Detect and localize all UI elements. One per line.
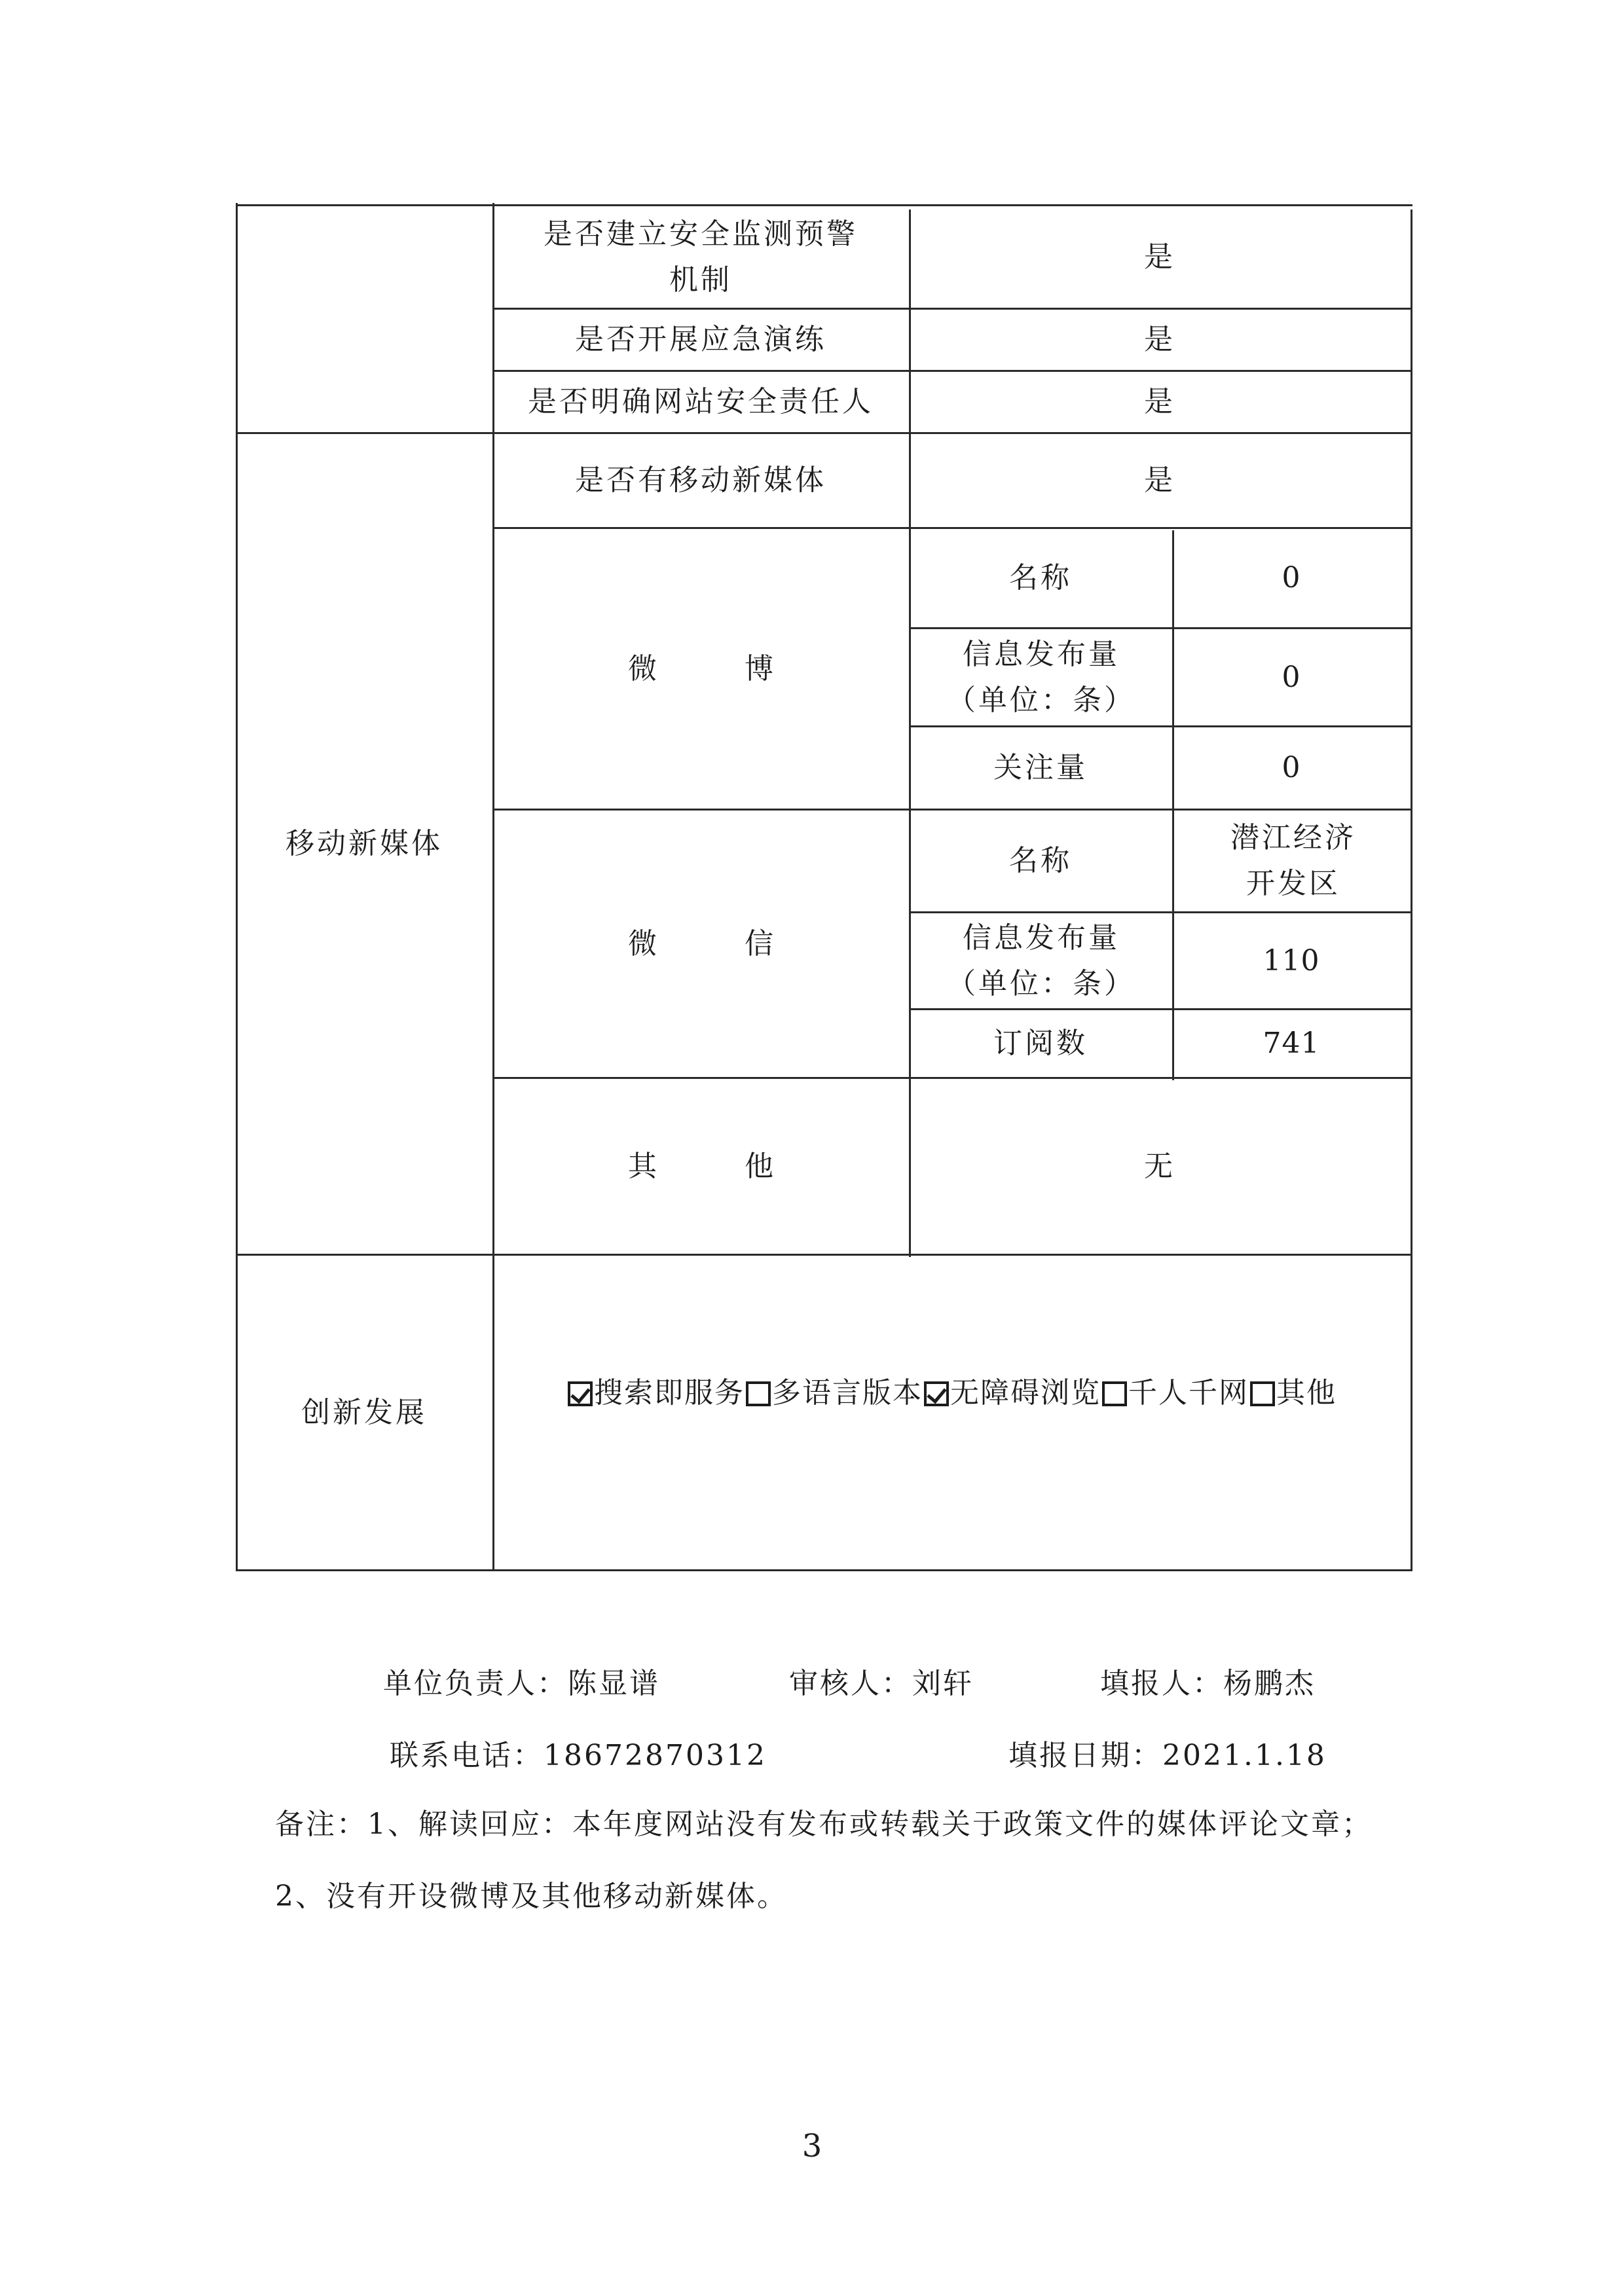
- weibo-label: 微 博: [628, 651, 813, 685]
- wechat-name-label: 名称: [1009, 844, 1072, 877]
- weibo-name-label: 名称: [1009, 561, 1072, 594]
- wechat-subs-value: 741: [1263, 1027, 1320, 1060]
- wechat-posts-label: 信息发布量（单位：条）: [947, 920, 1135, 1000]
- innovation-options: [492, 1256, 1411, 1531]
- checkbox-checked-icon[interactable]: [568, 1381, 593, 1406]
- weibo-follow-label: 关注量: [993, 751, 1088, 784]
- note-line-1: 备注：1、解读回应：本年度网站没有发布或转载关于政策文件的媒体评论文章；: [275, 1808, 1373, 1841]
- filler: 填报人：杨鹏杰: [1100, 1667, 1316, 1700]
- note-line-2: 2、没有开设微博及其他移动新媒体。: [275, 1880, 788, 1913]
- weibo-name-value: 0: [1282, 561, 1301, 594]
- contact-phone: 联系电话：18672870312: [390, 1739, 767, 1772]
- responsible-value: 是: [1144, 385, 1175, 418]
- other-label: 其 他: [628, 1149, 813, 1183]
- drill-label: 是否开展应急演练: [575, 323, 826, 356]
- checkbox-unchecked-icon[interactable]: [746, 1381, 771, 1406]
- innovation-option-other[interactable]: 其他: [1249, 1370, 1337, 1416]
- checkbox-unchecked-icon[interactable]: [1250, 1381, 1275, 1406]
- innovation-option-personalized[interactable]: 千人千网: [1101, 1370, 1249, 1416]
- innovation-label: 创新发展: [301, 1395, 427, 1429]
- wechat-posts-value: 110: [1263, 943, 1320, 977]
- weibo-posts-value: 0: [1282, 660, 1301, 694]
- weibo-posts-label: 信息发布量（单位：条）: [947, 637, 1135, 717]
- page-number: 3: [802, 2128, 822, 2164]
- has-mobile-label: 是否有移动新媒体: [575, 464, 826, 497]
- checkbox-checked-icon[interactable]: [924, 1381, 949, 1406]
- drill-value: 是: [1144, 323, 1175, 356]
- weibo-follow-value: 0: [1282, 751, 1301, 784]
- wechat-label: 微 信: [628, 926, 813, 960]
- wechat-subs-label: 订阅数: [993, 1027, 1088, 1060]
- monitoring-value: 是: [1144, 240, 1175, 274]
- checkbox-unchecked-icon[interactable]: [1102, 1381, 1127, 1406]
- responsible-label: 是否明确网站安全责任人: [528, 385, 874, 418]
- wechat-name-value: 潜江经济开发区: [1230, 821, 1356, 900]
- fill-date: 填报日期：2021.1.18: [1008, 1739, 1327, 1772]
- monitoring-label: 是否建立安全监测预警机制: [544, 217, 858, 297]
- reviewer: 审核人：刘轩: [789, 1667, 974, 1700]
- other-value: 无: [1144, 1149, 1175, 1183]
- innovation-option-search[interactable]: 搜索即服务: [566, 1370, 745, 1416]
- innovation-option-accessible[interactable]: 无障碍浏览: [923, 1370, 1101, 1416]
- has-mobile-value: 是: [1144, 464, 1175, 497]
- mobile-section-label: 移动新媒体: [286, 827, 443, 860]
- unit-head: 单位负责人：陈显谱: [383, 1667, 660, 1700]
- innovation-option-multilang[interactable]: 多语言版本: [745, 1370, 923, 1416]
